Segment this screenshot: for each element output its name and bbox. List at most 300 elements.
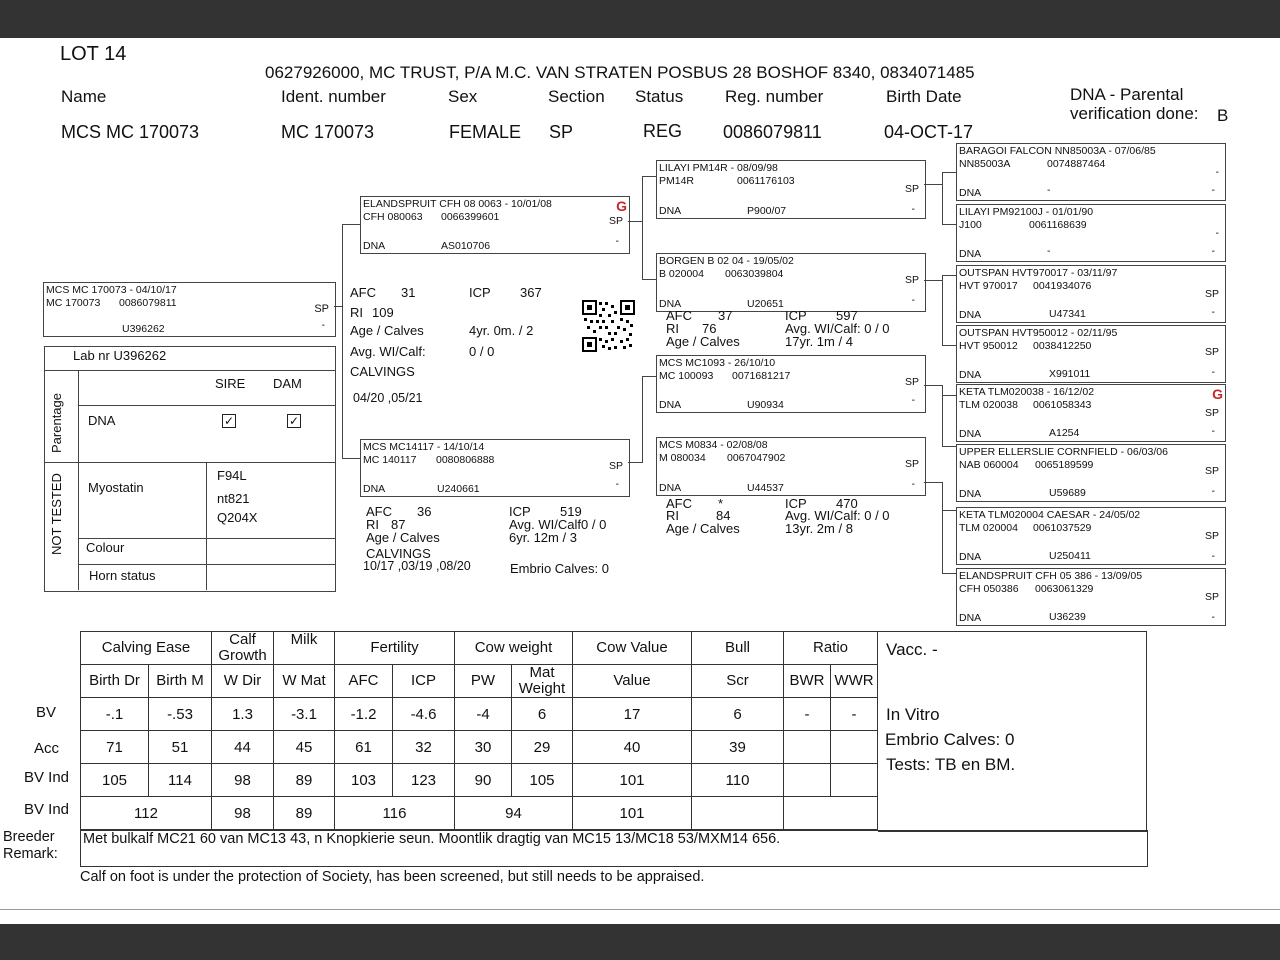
ind2-weight: 94: [455, 797, 573, 830]
cols-cell: W Dir: [212, 665, 274, 698]
ind2-calving: 112: [81, 797, 212, 830]
g6-dna-label: DNA: [959, 488, 982, 500]
ss-id: PM14R: [659, 175, 695, 187]
dam-afc-label: AFC: [366, 504, 392, 519]
divider: [78, 405, 335, 406]
ds-id: MC 100093: [659, 370, 714, 382]
group-cow-weight: Cow weight: [455, 632, 573, 665]
lab-dam-header: DAM: [273, 376, 302, 391]
group-fertility: Fertility: [335, 632, 455, 665]
animal-birth: 04-OCT-17: [884, 122, 974, 142]
ds-sp: SP: [904, 376, 919, 388]
group-milk: Milk: [274, 632, 335, 665]
sire-id: CFH 080063: [363, 211, 423, 223]
g2-reg: 0061168639: [1029, 219, 1087, 231]
cols-cell: ICP: [393, 665, 455, 698]
g8-dna: U36239: [1049, 611, 1086, 623]
ss-reg: 0061176103: [737, 175, 795, 187]
g4-dna-label: DNA: [959, 369, 982, 381]
connector: [642, 176, 643, 280]
bv-cell: -1.2: [335, 698, 393, 731]
ind-cell: 105: [512, 764, 573, 797]
dd-dna-label: DNA: [659, 482, 682, 494]
subject-box: [43, 282, 336, 337]
sd-afc: 37: [718, 308, 733, 323]
acc-cell: 29: [512, 731, 573, 764]
ind-cell: 110: [692, 764, 784, 797]
g3-id: HVT 970017: [959, 280, 1018, 292]
dam-reg: 0080806888: [436, 454, 495, 466]
ind2-growth: 98: [212, 797, 274, 830]
connector: [942, 510, 956, 511]
ds-dna-label: DNA: [659, 399, 682, 411]
dam-sp: SP: [608, 460, 623, 472]
g4-dash: -: [1211, 366, 1215, 378]
connector: [642, 176, 656, 177]
header-reg: Reg. number: [725, 87, 824, 106]
ind2-milk: 89: [274, 797, 335, 830]
sire-age-label: Age / Calves: [350, 323, 424, 338]
dam-embrio: Embrio Calves: 0: [510, 561, 609, 576]
ind2-value: 101: [573, 797, 692, 830]
acc-cell: [784, 731, 831, 764]
bv-cell: -: [784, 698, 831, 731]
g1-sp: -: [1215, 166, 1219, 178]
cols-cell: Value: [573, 665, 692, 698]
dam-dna-label: DNA: [363, 483, 386, 495]
dd-reg: 0067047902: [727, 452, 786, 464]
dam-age: 6yr. 12m / 3: [509, 530, 577, 545]
g1-dna: -: [1047, 184, 1051, 196]
g7-sp: SP: [1204, 530, 1219, 542]
dam-dna-checkbox: ✓: [288, 414, 300, 428]
ss-sp: SP: [904, 183, 919, 195]
lab-sire-header: SIRE: [215, 376, 246, 391]
ind-cell: 114: [149, 764, 212, 797]
g8-id: CFH 050386: [959, 583, 1019, 595]
cols-cell: BWR: [784, 665, 831, 698]
dam-icp: 519: [560, 504, 582, 519]
acc-cell: [831, 731, 878, 764]
sire-sire-box: [656, 160, 926, 219]
acc-cell: 39: [692, 731, 784, 764]
sd-afc-label: AFC: [666, 308, 692, 323]
header-birth: Birth Date: [886, 87, 962, 106]
column-header-row: [81, 665, 878, 698]
dd-icp-label: ICP: [785, 496, 807, 511]
animal-ident: MC 170073: [281, 122, 375, 142]
dam-ri: 87: [391, 517, 406, 532]
ggp-box-1: [956, 143, 1226, 201]
divider: [44, 462, 335, 463]
ss-title: LILAYI PM14R - 08/09/98: [659, 162, 778, 174]
connector: [342, 224, 343, 459]
remark-text: Met bulkalf MC21 60 van MC13 43, n Knopkierie seun. Moontlik dragtig van MC15 13/MC18 53/MXM14 656.: [83, 831, 781, 847]
g4-sp: SP: [1204, 346, 1219, 358]
g4-id: HVT 950012: [959, 340, 1018, 352]
remark-box: [80, 830, 1148, 867]
parentage-label: Parentage: [49, 393, 64, 453]
cols-cell: WWR: [831, 665, 878, 698]
connector: [942, 224, 956, 225]
ind2-bull: [692, 797, 784, 830]
dd-sp: SP: [904, 458, 919, 470]
connector: [342, 458, 360, 459]
acc-cell: 71: [81, 731, 149, 764]
top-bar: [0, 0, 1280, 38]
sire-ri: 109: [372, 305, 394, 320]
vacc-tests: Tests: TB en BM.: [886, 755, 1016, 774]
colour-label: Colour: [86, 540, 125, 555]
sd-wl: Avg. WI/Calf: 0 / 0: [785, 321, 890, 336]
sire-calvings: 04/20 ,05/21: [353, 391, 423, 405]
dd-age: 13yr. 2m / 8: [785, 521, 853, 536]
subject-id: MC 170073: [46, 297, 101, 309]
qr-code: [582, 300, 635, 352]
ggp-box-4: [956, 325, 1226, 383]
connector: [924, 482, 942, 483]
dam-age-label: Age / Calves: [366, 530, 440, 545]
animal-name: MCS MC 170073: [61, 122, 200, 142]
sire-title: ELANDSPRUIT CFH 08 0063 - 10/01/08: [363, 198, 552, 210]
cols-cell: PW: [455, 665, 512, 698]
header-name: Name: [61, 87, 107, 106]
g2-dna-label: DNA: [959, 248, 982, 260]
g8-sp: SP: [1204, 591, 1219, 603]
connector: [942, 482, 943, 574]
ss-dash: -: [911, 203, 915, 215]
acc-cell: 30: [455, 731, 512, 764]
cols-cell: Birth Dr: [81, 665, 149, 698]
ind-cell: [784, 764, 831, 797]
ind2-fertility: 116: [335, 797, 455, 830]
bv-table: [80, 631, 878, 830]
lab-number: Lab nr U396262: [73, 348, 167, 363]
ggp-box-8: [956, 568, 1226, 626]
acc-cell: 51: [149, 731, 212, 764]
vacc-panel: [878, 631, 1147, 832]
dam-wl: Avg. WI/Calf0 / 0: [509, 517, 607, 532]
dd-afc-label: AFC: [666, 496, 692, 511]
g6-id: NAB 060004: [959, 459, 1019, 471]
connector: [942, 446, 956, 447]
connector: [924, 280, 942, 281]
not-tested-label: NOT TESTED: [49, 473, 64, 555]
remark-label: Remark:: [3, 846, 58, 862]
g1-dash: -: [1211, 184, 1215, 196]
sd-icp: 597: [836, 308, 858, 323]
sd-dna-label: DNA: [659, 298, 682, 310]
row-label-acc: Acc: [34, 740, 60, 757]
sd-title: BORGEN B 02 04 - 19/05/02: [659, 255, 794, 267]
lab-dna-label: DNA: [88, 413, 116, 428]
g7-reg: 0061037529: [1033, 522, 1092, 534]
g7-dash: -: [1211, 550, 1215, 562]
dd-id: M 080034: [659, 452, 706, 464]
connector: [924, 184, 942, 185]
header-dna-2: verification done:: [1070, 104, 1199, 123]
acc-cell: 61: [335, 731, 393, 764]
g6-dna: U59689: [1049, 487, 1086, 499]
sd-dna: U20651: [747, 298, 784, 310]
vacc-in-vitro: In Vitro: [886, 705, 940, 724]
dam-dam-box: [656, 437, 926, 496]
sire-dna: AS010706: [441, 240, 491, 252]
g2-sp: -: [1215, 227, 1219, 239]
sire-icp-label: ICP: [469, 285, 491, 300]
cols-cell: Birth M: [149, 665, 212, 698]
cols-cell: Mat Weight: [512, 665, 573, 698]
sd-ri: 76: [702, 321, 717, 336]
ind-cell: 98: [212, 764, 274, 797]
subject-title: MCS MC 170073 - 04/10/17: [46, 284, 177, 296]
ind-cell: 103: [335, 764, 393, 797]
g2-dna: -: [1047, 245, 1051, 257]
g5-dash: -: [1211, 425, 1215, 437]
connector: [942, 395, 956, 396]
animal-section: SP: [549, 122, 574, 142]
dam-sire-box: [656, 355, 926, 413]
g8-reg: 0063061329: [1035, 583, 1094, 595]
breeder-label: Breeder: [3, 829, 55, 845]
sire-afc: 31: [401, 285, 416, 300]
g5-dna: A1254: [1049, 427, 1080, 439]
g5-dna-label: DNA: [959, 428, 982, 440]
g6-dash: -: [1211, 485, 1215, 497]
dd-afc: *: [718, 496, 724, 511]
dd-age-label: Age / Calves: [666, 521, 740, 536]
connector: [924, 385, 942, 386]
ggp-box-3: [956, 265, 1226, 323]
sire-dash: -: [615, 235, 619, 247]
connector: [942, 275, 956, 276]
award-icon: G: [616, 198, 627, 214]
ggp-box-5: [956, 384, 1226, 442]
g8-title: ELANDSPRUIT CFH 05 386 - 13/09/05: [959, 570, 1143, 582]
sd-age-label: Age / Calves: [666, 334, 740, 349]
ds-dna: U90934: [747, 399, 784, 411]
subject-sp: SP: [314, 303, 329, 315]
header-status: Status: [635, 87, 684, 106]
ind-cell: 101: [573, 764, 692, 797]
connector: [942, 345, 956, 346]
g5-id: TLM 020038: [959, 399, 1018, 411]
g5-sp: SP: [1204, 407, 1219, 419]
connector: [942, 172, 956, 173]
g2-dash: -: [1211, 245, 1215, 257]
myostatin-label: Myostatin: [88, 480, 144, 495]
bv-ind-row: [81, 764, 878, 797]
g4-reg: 0038412250: [1033, 340, 1092, 352]
g5-reg: 0061058343: [1033, 399, 1092, 411]
header-ident: Ident. number: [281, 87, 386, 106]
cols-cell: W Mat: [274, 665, 335, 698]
bv-cell: -.53: [149, 698, 212, 731]
header-section: Section: [548, 87, 605, 106]
ind-cell: 123: [393, 764, 455, 797]
sd-sp: SP: [904, 274, 919, 286]
ds-reg: 0071681217: [732, 370, 791, 382]
sire-wl: 0 / 0: [469, 344, 495, 359]
connector: [942, 172, 943, 224]
bv-cell: 1.3: [212, 698, 274, 731]
acc-row: [81, 731, 878, 764]
bv-cell: 17: [573, 698, 692, 731]
sire-dna-checkbox: ✓: [223, 414, 235, 428]
g1-title: BARAGOI FALCON NN85003A - 07/06/85: [959, 145, 1156, 157]
acc-cell: 45: [274, 731, 335, 764]
g7-id: TLM 020004: [959, 522, 1018, 534]
sire-dna-label: DNA: [363, 240, 386, 252]
row-label-bv-ind: BV Ind: [24, 769, 70, 786]
subject-dna: U396262: [122, 323, 165, 335]
g3-reg: 0041934076: [1033, 280, 1092, 292]
sire-ri-label: RI: [350, 305, 363, 320]
sd-reg: 0063039804: [725, 268, 784, 280]
lot-number: LOT 14: [60, 43, 127, 65]
header-dna-1: DNA - Parental: [1070, 85, 1184, 104]
bv-row: [81, 698, 878, 731]
g7-dna: U250411: [1049, 550, 1091, 562]
ds-title: MCS MC1093 - 26/10/10: [659, 357, 776, 369]
ss-dna-label: DNA: [659, 205, 682, 217]
connector: [942, 275, 943, 345]
group-calving-ease: Calving Ease: [81, 632, 212, 665]
ggp-box-2: [956, 204, 1226, 262]
group-ratio: Ratio: [784, 632, 878, 665]
dd-dash: -: [911, 478, 915, 490]
dd-wl: Avg. WI/Calf: 0 / 0: [785, 508, 890, 523]
sd-dash: -: [911, 294, 915, 306]
myostatin-nt821: nt821: [217, 491, 250, 506]
header-sex: Sex: [448, 87, 478, 106]
sire-sp: SP: [608, 215, 623, 227]
dam-title: MCS MC14117 - 14/10/14: [363, 441, 485, 453]
vacc-title: Vacc. -: [886, 640, 938, 659]
ind-cell: 105: [81, 764, 149, 797]
g4-dna: X991011: [1049, 368, 1091, 380]
bv-cell: -: [831, 698, 878, 731]
ind-cell: 90: [455, 764, 512, 797]
bv-cell: -.1: [81, 698, 149, 731]
g8-dash: -: [1211, 611, 1215, 623]
bv-cell: 6: [692, 698, 784, 731]
g3-dash: -: [1211, 306, 1215, 318]
award-icon: G: [1212, 386, 1223, 402]
ind-cell: 89: [274, 764, 335, 797]
dam-ri-label: RI: [366, 517, 379, 532]
bv-cell: -3.1: [274, 698, 335, 731]
dam-box: [360, 439, 630, 497]
divider: [0, 909, 1280, 910]
bv-cell: -4: [455, 698, 512, 731]
g1-reg: 0074887464: [1047, 158, 1106, 170]
cols-cell: Scr: [692, 665, 784, 698]
dam-id: MC 140117: [363, 454, 417, 466]
dam-dna: U240661: [437, 483, 480, 495]
dam-icp-label: ICP: [509, 504, 531, 519]
ss-dna: P900/07: [747, 205, 787, 217]
g1-dna-label: DNA: [959, 187, 982, 199]
sire-icp: 367: [520, 285, 542, 300]
connector: [642, 279, 656, 280]
dd-ri-label: RI: [666, 508, 679, 523]
divider: [78, 370, 79, 590]
g5-title: KETA TLM020038 - 16/12/02: [959, 386, 1095, 398]
g3-dna: U47341: [1049, 308, 1086, 320]
sd-ri-label: RI: [666, 321, 679, 336]
acc-cell: 44: [212, 731, 274, 764]
row-label-bv: BV: [36, 704, 57, 721]
animal-sex: FEMALE: [449, 122, 522, 142]
cols-cell: AFC: [335, 665, 393, 698]
divider: [44, 370, 335, 371]
g2-id: J100: [959, 219, 982, 231]
g3-dna-label: DNA: [959, 309, 982, 321]
dd-icp: 470: [836, 496, 858, 511]
ds-dash: -: [911, 394, 915, 406]
g7-dna-label: DNA: [959, 551, 982, 563]
animal-reg: 0086079811: [723, 122, 822, 142]
connector: [642, 376, 656, 377]
sd-age: 17yr. 1m / 4: [785, 334, 853, 349]
g4-title: OUTSPAN HVT950012 - 02/11/95: [959, 327, 1118, 339]
connector: [628, 462, 642, 463]
dna-verified: B: [1217, 106, 1229, 125]
ind-cell: [831, 764, 878, 797]
connector: [334, 306, 342, 307]
myostatin-q204x: Q204X: [217, 510, 258, 525]
g6-sp: SP: [1204, 465, 1219, 477]
bv-ind-row-2: [81, 797, 878, 830]
acc-cell: 40: [573, 731, 692, 764]
sd-icp-label: ICP: [785, 308, 807, 323]
acc-cell: 32: [393, 731, 455, 764]
row-label-bv-ind-2: BV Ind: [24, 801, 70, 818]
dam-calvings: 10/17 ,03/19 ,08/20: [363, 559, 471, 573]
bottom-bar: [0, 924, 1280, 960]
ggp-box-6: [956, 444, 1226, 502]
connector: [942, 573, 956, 574]
subject-reg: 0086079811: [119, 297, 177, 309]
divider: [206, 462, 207, 590]
g3-title: OUTSPAN HVT970017 - 03/11/97: [959, 267, 1118, 279]
ggp-box-7: [956, 507, 1226, 565]
bv-cell: 6: [512, 698, 573, 731]
group-cow-value: Cow Value: [573, 632, 692, 665]
sire-calvings-label: CALVINGS: [350, 364, 415, 379]
g1-id: NN85003A: [959, 158, 1011, 170]
myostatin-f94l: F94L: [217, 468, 247, 483]
dam-afc: 36: [417, 504, 432, 519]
animal-status: REG: [643, 121, 683, 141]
connector: [642, 376, 643, 463]
dd-ri: 84: [716, 508, 731, 523]
dam-dash: -: [615, 478, 619, 490]
sd-id: B 020004: [659, 268, 704, 280]
sire-box: [360, 196, 630, 254]
group-bull: Bull: [692, 632, 784, 665]
sire-age: 4yr. 0m. / 2: [469, 323, 534, 338]
g7-title: KETA TLM020004 CAESAR - 24/05/02: [959, 509, 1141, 521]
connector: [342, 224, 360, 225]
owner-line: 0627926000, MC TRUST, P/A M.C. VAN STRATEN POSBUS 28 BOSHOF 8340, 0834071485: [265, 63, 975, 82]
g2-title: LILAYI PM92100J - 01/01/90: [959, 206, 1094, 218]
g6-title: UPPER ELLERSLIE CORNFIELD - 06/03/06: [959, 446, 1168, 458]
subject-dash: -: [321, 319, 325, 331]
horn-status-label: Horn status: [89, 568, 156, 583]
g3-sp: SP: [1204, 288, 1219, 300]
